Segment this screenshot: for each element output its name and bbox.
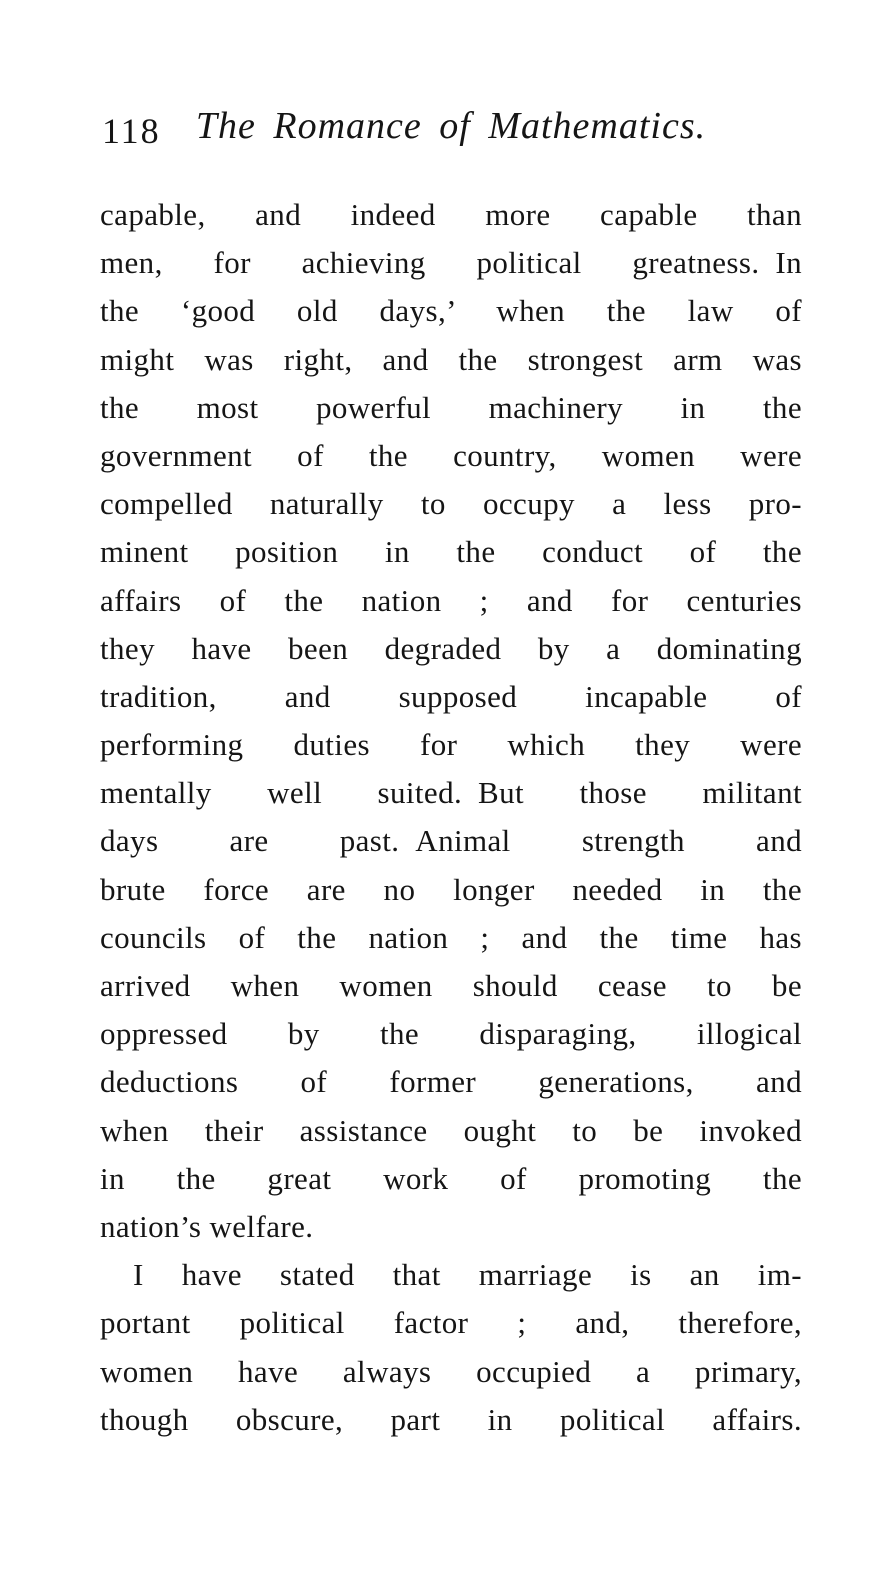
text-line: days are past. Animal strength and (100, 823, 802, 859)
page-body (100, 191, 802, 1444)
text-line: government of the country, women were (100, 437, 802, 473)
text-line: might was right, and the strongest arm was (100, 341, 802, 377)
text-line: tradition, and supposed incapable of (100, 678, 802, 714)
running-title: The Romance of Mathematics. (195, 105, 707, 147)
text-line: compelled naturally to occupy a less pro- (100, 486, 802, 522)
text-line: men, for achieving political greatness. In (100, 245, 802, 281)
text-line: nation’s welfare. (100, 1208, 314, 1244)
text-line: arrived when women should cease to be (100, 968, 802, 1003)
text-line: when their assistance ought to be invoked (100, 1112, 802, 1148)
text-line: though obscure, part in political affairs. (100, 1401, 802, 1437)
page-number: 118 (102, 111, 161, 151)
text-line: deductions of former generations, and (100, 1064, 802, 1100)
text-line: mentally well suited. But those militant (100, 775, 802, 811)
text-line: portant political factor ; and, therefore, (100, 1305, 802, 1341)
text-line: I have stated that marriage is an im- (133, 1257, 802, 1293)
text-line: minent position in the conduct of the (100, 534, 802, 570)
text-line: capable, and indeed more capable than (100, 197, 802, 232)
text-line: brute force are no longer needed in the (100, 871, 802, 907)
text-line: oppressed by the disparaging, illogical (100, 1016, 802, 1052)
text-line: the ‘good old days,’ when the law of (100, 293, 802, 329)
text-line: they have been degraded by a dominating (100, 630, 802, 666)
text-line: women have always occupied a primary, (100, 1353, 802, 1389)
text-line: in the great work of promoting the (100, 1160, 802, 1196)
page-header (100, 104, 802, 158)
text-line: performing duties for which they were (100, 727, 802, 763)
text-line: affairs of the nation ; and for centuries (100, 582, 802, 618)
text-line: councils of the nation ; and the time has (100, 919, 802, 955)
text-line: the most powerful machinery in the (100, 389, 802, 425)
